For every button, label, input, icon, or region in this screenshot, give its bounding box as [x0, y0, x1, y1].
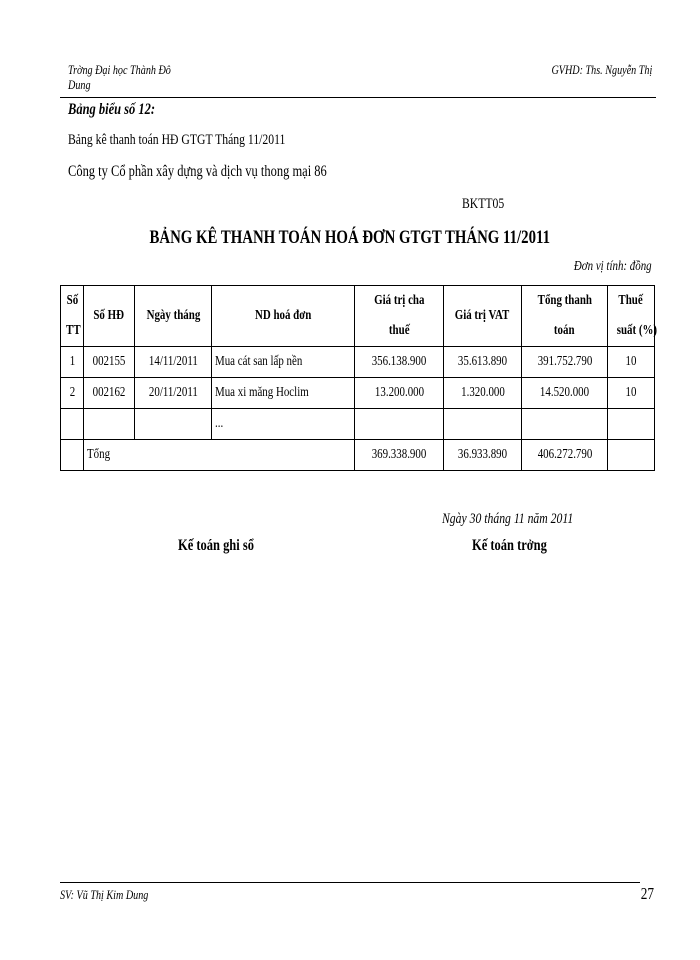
- unit-note: Đơn vị tính: đồng: [574, 259, 652, 274]
- col-stt: Số TT: [61, 286, 84, 347]
- table-header-row: [61, 286, 655, 347]
- header-supervisor: [523, 62, 652, 78]
- table-label: Bảng biểu số 12:: [68, 101, 156, 118]
- col-ngay: Ngày tháng: [135, 286, 212, 347]
- header-divider: [60, 97, 656, 98]
- col-tong: Tổng thanh toán: [522, 286, 608, 347]
- col-gia-tri: Giá trị cha thuế: [355, 286, 444, 347]
- footer-divider: [60, 882, 640, 883]
- footer-student: SV: Vũ Thị Kim Dung: [60, 887, 149, 902]
- supervisor-name: GVHD: Ths. Nguyễn Thị: [551, 62, 652, 77]
- col-vat: Giá trị VAT: [444, 286, 522, 347]
- company-name: Công ty Cổ phần xây dựng và dịch vụ thong mại 86: [68, 163, 327, 180]
- signature-chief-accountant: Kế toán trởng: [472, 537, 547, 554]
- table-row: 2 002162 20/11/2011 Mua xi măng Hoclim 13.200.000 1.320.000 14.520.000 10: [61, 378, 655, 409]
- signature-bookkeeper: Kế toán ghi sổ: [178, 537, 254, 554]
- page-title: BẢNG KÊ THANH TOÁN HOÁ ĐƠN GTGT THÁNG 11/2011: [149, 227, 551, 248]
- school-name-cont: Dung: [68, 77, 91, 92]
- page-number: 27: [640, 884, 654, 903]
- col-thue-suat: Thuế suất (%): [608, 286, 655, 347]
- form-code: BKTT05: [462, 196, 505, 212]
- table-row: 1 002155 14/11/2011 Mua cát san lấp nền 356.138.900 35.613.890 391.752.790 10: [61, 347, 655, 378]
- header-school: [68, 62, 200, 92]
- table-total-row: Tổng 369.338.900 36.933.890 406.272.790: [61, 440, 655, 471]
- date-line: Ngày 30 tháng 11 năm 2011: [442, 511, 574, 527]
- invoice-table: [60, 285, 658, 471]
- school-name: Trờng Đại học Thành Đô: [68, 62, 171, 77]
- document-subtitle: Bảng kê thanh toán HĐ GTGT Tháng 11/2011: [68, 132, 286, 148]
- col-so-hd: Số HĐ: [84, 286, 135, 347]
- table-row: ...: [61, 409, 655, 440]
- col-nd: ND hoá đơn: [212, 286, 355, 347]
